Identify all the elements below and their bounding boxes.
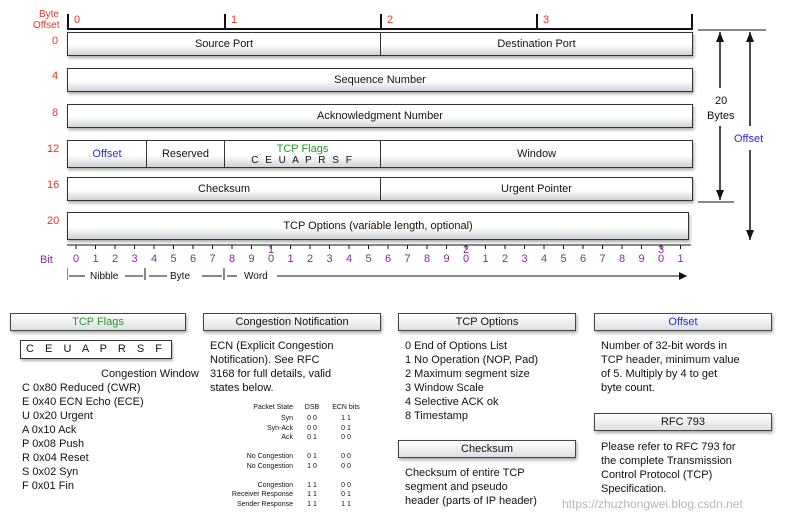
ecn-table-cell: 1 0 xyxy=(307,462,317,470)
bit-number: 1 xyxy=(287,253,294,265)
rfc-line: the complete Transmission xyxy=(601,455,732,467)
row-ack xyxy=(67,104,693,128)
bit-number: 4 xyxy=(150,253,158,265)
flag-item: S 0x02 Syn xyxy=(22,466,79,478)
ack-number-field: Acknowledgment Number xyxy=(317,110,443,122)
bit-number: 2 0 xyxy=(462,244,470,265)
ecn-table-cell: 1 1 xyxy=(341,415,351,422)
congestion-line: ECN (Explicit Congestion xyxy=(210,340,334,352)
offset-line: TCP header, minimum value xyxy=(601,354,740,366)
bit-number: 2 xyxy=(306,253,314,265)
reserved-field: Reserved xyxy=(147,141,225,167)
byte-tick xyxy=(67,14,69,30)
ecn-table-cell: 1 1 xyxy=(307,481,317,489)
offset-field: Offset xyxy=(68,141,147,167)
offset-annotation: Offset xyxy=(734,133,764,145)
tcp-flags-title: TCP Flags xyxy=(276,142,329,155)
ecn-table-cell: 0 0 xyxy=(341,453,351,460)
row-offset: 16 xyxy=(47,179,60,191)
rfc-line: Control Protocol (TCP) xyxy=(601,469,713,481)
ecn-table-cell: 0 1 xyxy=(341,424,351,432)
offset-panel-title: Offset xyxy=(594,313,772,331)
tcp-options-field: TCP Options (variable length, optional) xyxy=(283,220,473,232)
ecn-table-cell: 0 0 xyxy=(341,462,351,470)
congestion-line: states below. xyxy=(210,382,274,394)
bytes-label: Bytes xyxy=(707,110,735,122)
flag-item: P 0x08 Push xyxy=(22,438,85,450)
flag-item: F 0x01 Fin xyxy=(22,480,74,492)
bit-number: 5 xyxy=(560,253,567,265)
urgent-pointer-field: Urgent Pointer xyxy=(501,183,572,195)
ecn-table-cell: Syn-Ack xyxy=(266,424,293,432)
bit-number: 5 xyxy=(365,253,372,265)
checksum-field: Checksum xyxy=(68,178,381,200)
rfc-panel-title: RFC 793 xyxy=(594,413,772,431)
option-item: 4 Selective ACK ok xyxy=(405,396,499,408)
ecn-table-cell: Congestion xyxy=(257,481,293,489)
flag-item: C 0x80 Reduced (CWR) xyxy=(22,382,141,394)
byte-number: 0 xyxy=(74,14,81,26)
ecn-table-cell: Sender Response xyxy=(236,500,293,508)
word-label: Word xyxy=(244,271,268,282)
byte-number: 2 xyxy=(387,14,394,26)
row-offset: 20 xyxy=(47,215,60,227)
option-item: 0 End of Options List xyxy=(405,340,508,352)
congestion-line: Notification). See RFC xyxy=(210,354,320,366)
bit-number: 2 xyxy=(111,253,119,265)
ecn-table-cell: Ack xyxy=(281,434,293,441)
tcp-flags-field xyxy=(225,141,381,167)
option-item: 8 Timestamp xyxy=(405,410,468,422)
bit-number: 7 xyxy=(599,253,606,265)
tcp-options-panel-title: TCP Options xyxy=(398,313,576,331)
flag-item: U 0x20 Urgent xyxy=(22,410,93,422)
option-item: 1 No Operation (NOP, Pad) xyxy=(405,354,539,366)
bit-number: 8 xyxy=(228,253,236,265)
checksum-line: Checksum of entire TCP xyxy=(405,467,525,479)
bit-number: 7 xyxy=(209,253,216,265)
ecn-table-cell: 0 1 xyxy=(307,453,317,460)
bit-label: Bit xyxy=(40,254,53,266)
option-item: 2 Maximum segment size xyxy=(405,368,530,380)
source-port-field: Source Port xyxy=(68,33,381,55)
ecn-table-cell: Receiver Response xyxy=(231,491,293,498)
rfc-line: Please refer to RFC 793 for xyxy=(601,441,736,453)
ecn-table-cell: 1 1 xyxy=(307,500,317,508)
tcp-flags-letters: C E U A P R S F xyxy=(251,154,354,166)
row-offset: 8 xyxy=(52,107,59,119)
bit-number: 8 xyxy=(618,253,626,265)
byte-tick xyxy=(536,14,538,30)
bit-ruler-lines xyxy=(67,244,693,280)
bit-number: 0 xyxy=(72,253,80,265)
bit-number: 9 xyxy=(638,253,645,265)
byte-label: Byte xyxy=(170,271,191,282)
row-checksum xyxy=(67,177,693,201)
ecn-table-cell: 0 0 xyxy=(341,434,351,441)
congestion-window-label: Congestion Window xyxy=(101,368,199,380)
bit-number: 1 xyxy=(482,253,489,265)
bit-number: 4 xyxy=(345,253,353,265)
sequence-number-field: Sequence Number xyxy=(334,74,426,86)
checksum-line: segment and pseudo xyxy=(405,481,508,493)
ecn-table-cell: No Congestion xyxy=(246,462,293,470)
ecn-table-cell: 0 1 xyxy=(307,434,317,441)
checksum-panel-title: Checksum xyxy=(398,440,576,458)
byte-tick xyxy=(224,14,226,30)
congestion-panel-title: Congestion Notification xyxy=(203,313,381,331)
window-field: Window xyxy=(516,148,557,160)
ecn-table-header: DSB xyxy=(304,404,320,411)
bit-number: 9 xyxy=(248,253,255,265)
twenty-label: 20 xyxy=(715,95,728,107)
nibble-label: Nibble xyxy=(90,271,119,282)
bit-number: 9 xyxy=(443,253,450,265)
offset-line: of 5. Multiply by 4 to get xyxy=(601,368,718,380)
rfc-line: Specification. xyxy=(601,483,667,495)
destination-port-field: Destination Port xyxy=(497,38,576,50)
congestion-line: 3168 for full details, valid xyxy=(210,368,332,380)
byte-number: 3 xyxy=(543,14,550,26)
bit-number: 7 xyxy=(404,253,411,265)
bit-number: 6 xyxy=(189,253,197,265)
row-offset: 12 xyxy=(47,143,60,155)
watermark: https://zhuzhongwei.blog.csdn.net xyxy=(562,497,743,511)
ecn-table-cell: 0 1 xyxy=(341,491,351,498)
ecn-table-header: ECN bits xyxy=(332,404,360,411)
flags-letters-box: C E U A P R S F xyxy=(20,340,172,359)
checksum-line: header (parts of IP header) xyxy=(405,495,537,507)
ecn-table-cell: 0 0 xyxy=(341,481,351,489)
ecn-table-cell: 1 1 xyxy=(341,500,351,508)
row-sequence xyxy=(67,68,693,92)
offset-line: Number of 32-bit words in xyxy=(601,340,727,352)
row-ports xyxy=(67,32,693,56)
ecn-table-cell: Syn xyxy=(280,415,293,422)
ecn-table-cell: 1 1 xyxy=(307,491,317,498)
bit-number: 3 0 xyxy=(657,244,665,265)
bit-number: 3 xyxy=(326,253,333,265)
row-options xyxy=(67,212,689,240)
ecn-table-cell: 0 0 xyxy=(307,415,317,422)
bit-number: 4 xyxy=(540,253,548,265)
row-offset: 0 xyxy=(52,35,59,47)
ecn-table-header: Packet State xyxy=(253,404,293,411)
bit-number: 2 xyxy=(501,253,509,265)
row-offset: 4 xyxy=(52,70,59,82)
byte-offset-label: Byte Offset xyxy=(33,9,60,31)
offset-line: byte count. xyxy=(601,382,655,394)
byte-tick xyxy=(380,14,382,30)
bit-number: 6 xyxy=(384,253,392,265)
bit-number: 1 xyxy=(677,253,684,265)
option-item: 3 Window Scale xyxy=(405,382,484,394)
byte-tick xyxy=(691,14,693,30)
bit-number: 8 xyxy=(423,253,431,265)
bit-number: 1 xyxy=(92,253,99,265)
tcp-flags-panel-title: TCP Flags xyxy=(10,313,186,331)
bit-number: 5 xyxy=(170,253,177,265)
bit-number: 3 xyxy=(521,253,528,265)
flag-item: R 0x04 Reset xyxy=(22,452,89,464)
ecn-table-cell: 0 0 xyxy=(307,424,317,432)
byte-number: 1 xyxy=(231,14,238,26)
bit-number: 3 xyxy=(131,253,138,265)
bit-number: 6 xyxy=(579,253,587,265)
ecn-table-cell: No Congestion xyxy=(246,453,293,460)
flag-item: A 0x10 Ack xyxy=(22,424,77,436)
bit-number: 1 0 xyxy=(267,244,275,265)
row-flags xyxy=(67,140,693,168)
flag-item: E 0x40 ECN Echo (ECE) xyxy=(22,396,144,408)
